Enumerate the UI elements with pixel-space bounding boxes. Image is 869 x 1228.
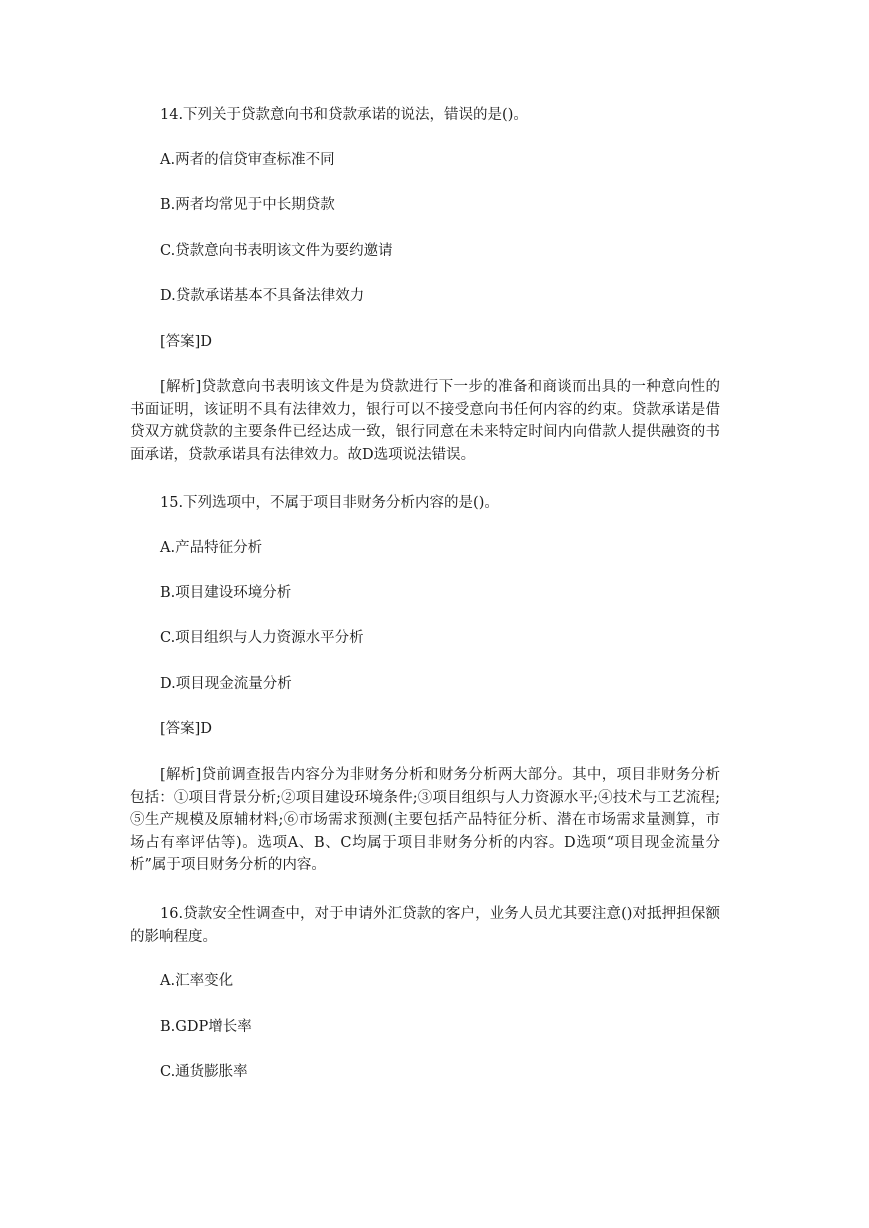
- question-16-option-a: A.汇率变化: [160, 973, 234, 989]
- question-15-option-d: D.项目现金流量分析: [160, 676, 292, 692]
- question-15-option-a: A.产品特征分析: [160, 540, 263, 556]
- question-15-option-c: C.项目组织与人力资源水平分析: [160, 630, 364, 646]
- question-15-answer: [答案]D: [160, 721, 212, 737]
- question-14-option-d: D.贷款承诺基本不具备法律效力: [160, 288, 365, 304]
- question-14-option-b: B.两者均常见于中长期贷款: [160, 197, 335, 213]
- question-15-option-b: B.项目建设环境分析: [160, 585, 292, 601]
- question-14-analysis: [解析]贷款意向书表明该文件是为贷款进行下一步的准备和商谈而出具的一种意向性的书面证明，该证明不具有法律效力，银行可以不接受意向书任何内容的约束。贷款承诺是借贷双方就贷款的主要条件已经达成一致，银行同意在未来特定时间内向借款人提供融资的书面承诺，贷款承诺具有法律效力。故D选项说法错误。: [130, 379, 720, 463]
- question-15-stem: 15.下列选项中，不属于项目非财务分析内容的是()。: [160, 495, 499, 511]
- question-16-option-c: C.通货膨胀率: [160, 1064, 248, 1080]
- question-14-stem: 14.下列关于贷款意向书和贷款承诺的说法，错误的是()。: [160, 107, 528, 123]
- question-16-stem: 16.贷款安全性调查中，对于申请外汇贷款的客户，业务人员尤其要注意()对抵押担保额的影响程度。: [130, 906, 720, 945]
- question-15-analysis: [解析]贷前调查报告内容分为非财务分析和财务分析两大部分。其中，项目非财务分析包括：①项目背景分析;②项目建设环境条件;③项目组织与人力资源水平;④技术与工艺流程;⑤生产规模及原辅材料;⑥市场需求预测(主要包括产品特征分析、潜在市场需求量测算，市场占有率评估等)。选项A、B、C均属于项目非财务分析的内容。D选项“项目现金流量分析”属于项目财务分析的内容。: [130, 767, 720, 873]
- question-16-option-b: B.GDP增长率: [160, 1019, 252, 1035]
- question-14-option-a: A.两者的信贷审查标准不同: [160, 152, 335, 168]
- question-14-option-c: C.贷款意向书表明该文件为要约邀请: [160, 243, 393, 259]
- question-14-answer: [答案]D: [160, 334, 212, 350]
